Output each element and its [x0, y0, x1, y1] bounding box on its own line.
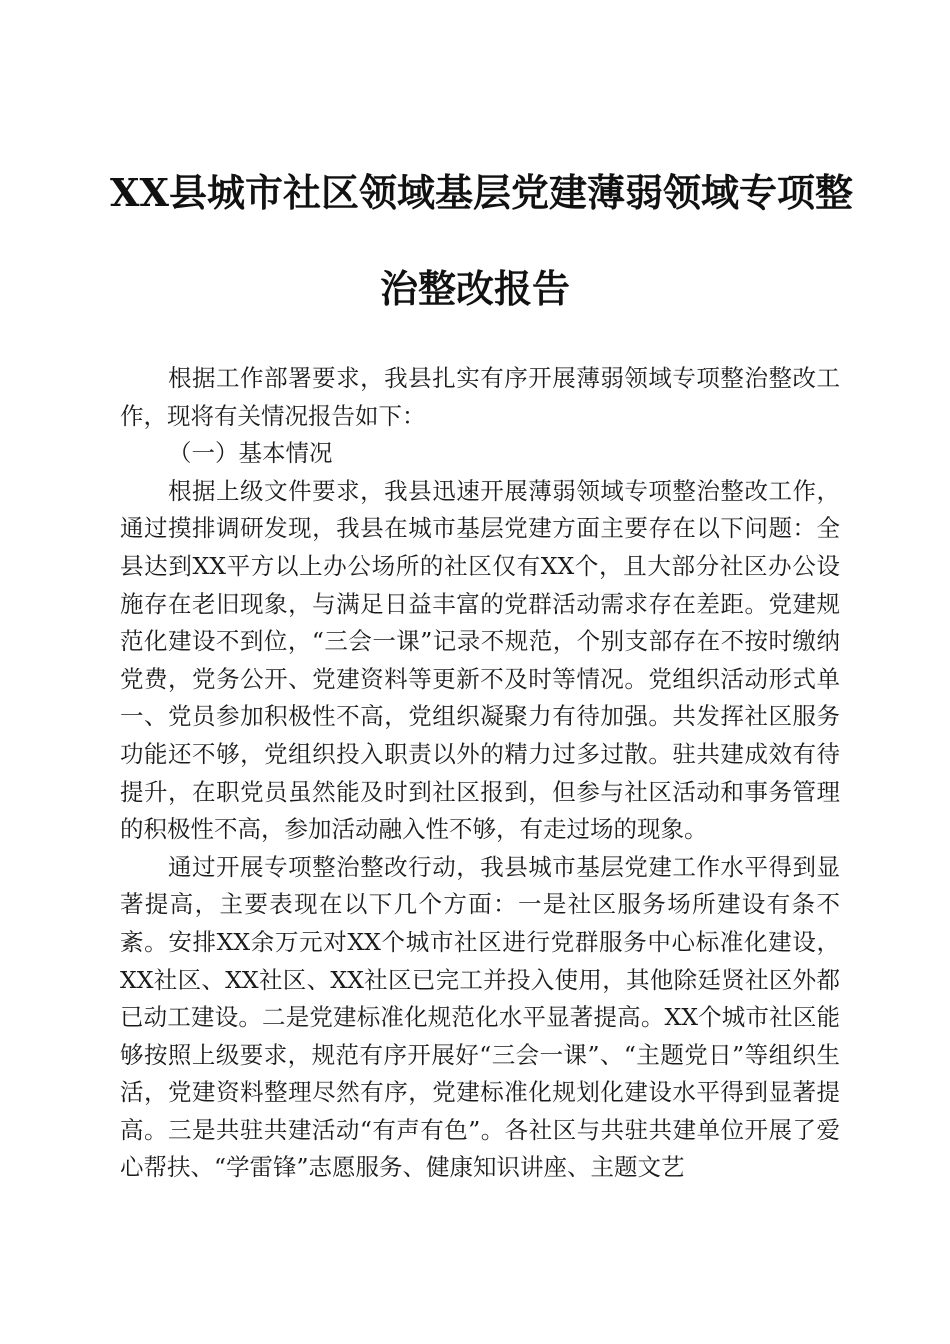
document-title-line-2: 治整改报告	[379, 266, 570, 311]
problems-paragraph: 根据上级文件要求，我县迅速开展薄弱领域专项整治整改工作，通过摸排调研发现，我县在城市基层党建方面主要存在以下问题：全县达到XX平方以上办公场所的社区仅有XX个，且大部分社区办公设施存在老旧现象，与满足日益丰富的党群活动需求存在差距。党建规范化建设不到位，“三会一课”记录不规范，个别支部存在不按时缴纳党费，党务公开、党建资料等更新不及时等情况。党组织活动形式单一、党员参加积极性不高，党组织凝聚力有待加强。共发挥社区服务功能还不够，党组织投入职责以外的精力过多过散。驻共建成效有待提升，在职党员虽然能及时到社区报到，但参与社区活动和事务管理的积极性不高，参加活动融入性不够，有走过场的现象。	[120, 476, 840, 844]
intro-paragraph: 根据工作部署要求，我县扎实有序开展薄弱领域专项整治整改工作，现将有关情况报告如下：	[120, 364, 840, 430]
section-heading-basic-situation: （一）基本情况	[168, 439, 333, 468]
document-body	[120, 360, 840, 1187]
achievements-paragraph: 通过开展专项整治整改行动，我县城市基层党建工作水平得到显著提高，主要表现在以下几个方面：一是社区服务场所建设有条不紊。安排XX余万元对XX个城市社区进行党群服务中心标准化建设，XX社区、XX社区、XX社区已完工并投入使用，其他除廷贤社区外都已动工建设。二是党建标准化规范化水平显著提高。XX个城市社区能够按照上级要求，规范有序开展好“三会一课”、“主题党日”等组织生活，党建资料整理尽然有序，党建标准化规划化建设水平得到显著提高。三是共驻共建活动“有声有色”。各社区与共驻共建单位开展了爱心帮扶、“学雷锋”志愿服务、健康知识讲座、主题文艺	[120, 852, 840, 1182]
document-title-line-1: XX县城市社区领域基层党建薄弱领域专项整	[110, 170, 853, 215]
